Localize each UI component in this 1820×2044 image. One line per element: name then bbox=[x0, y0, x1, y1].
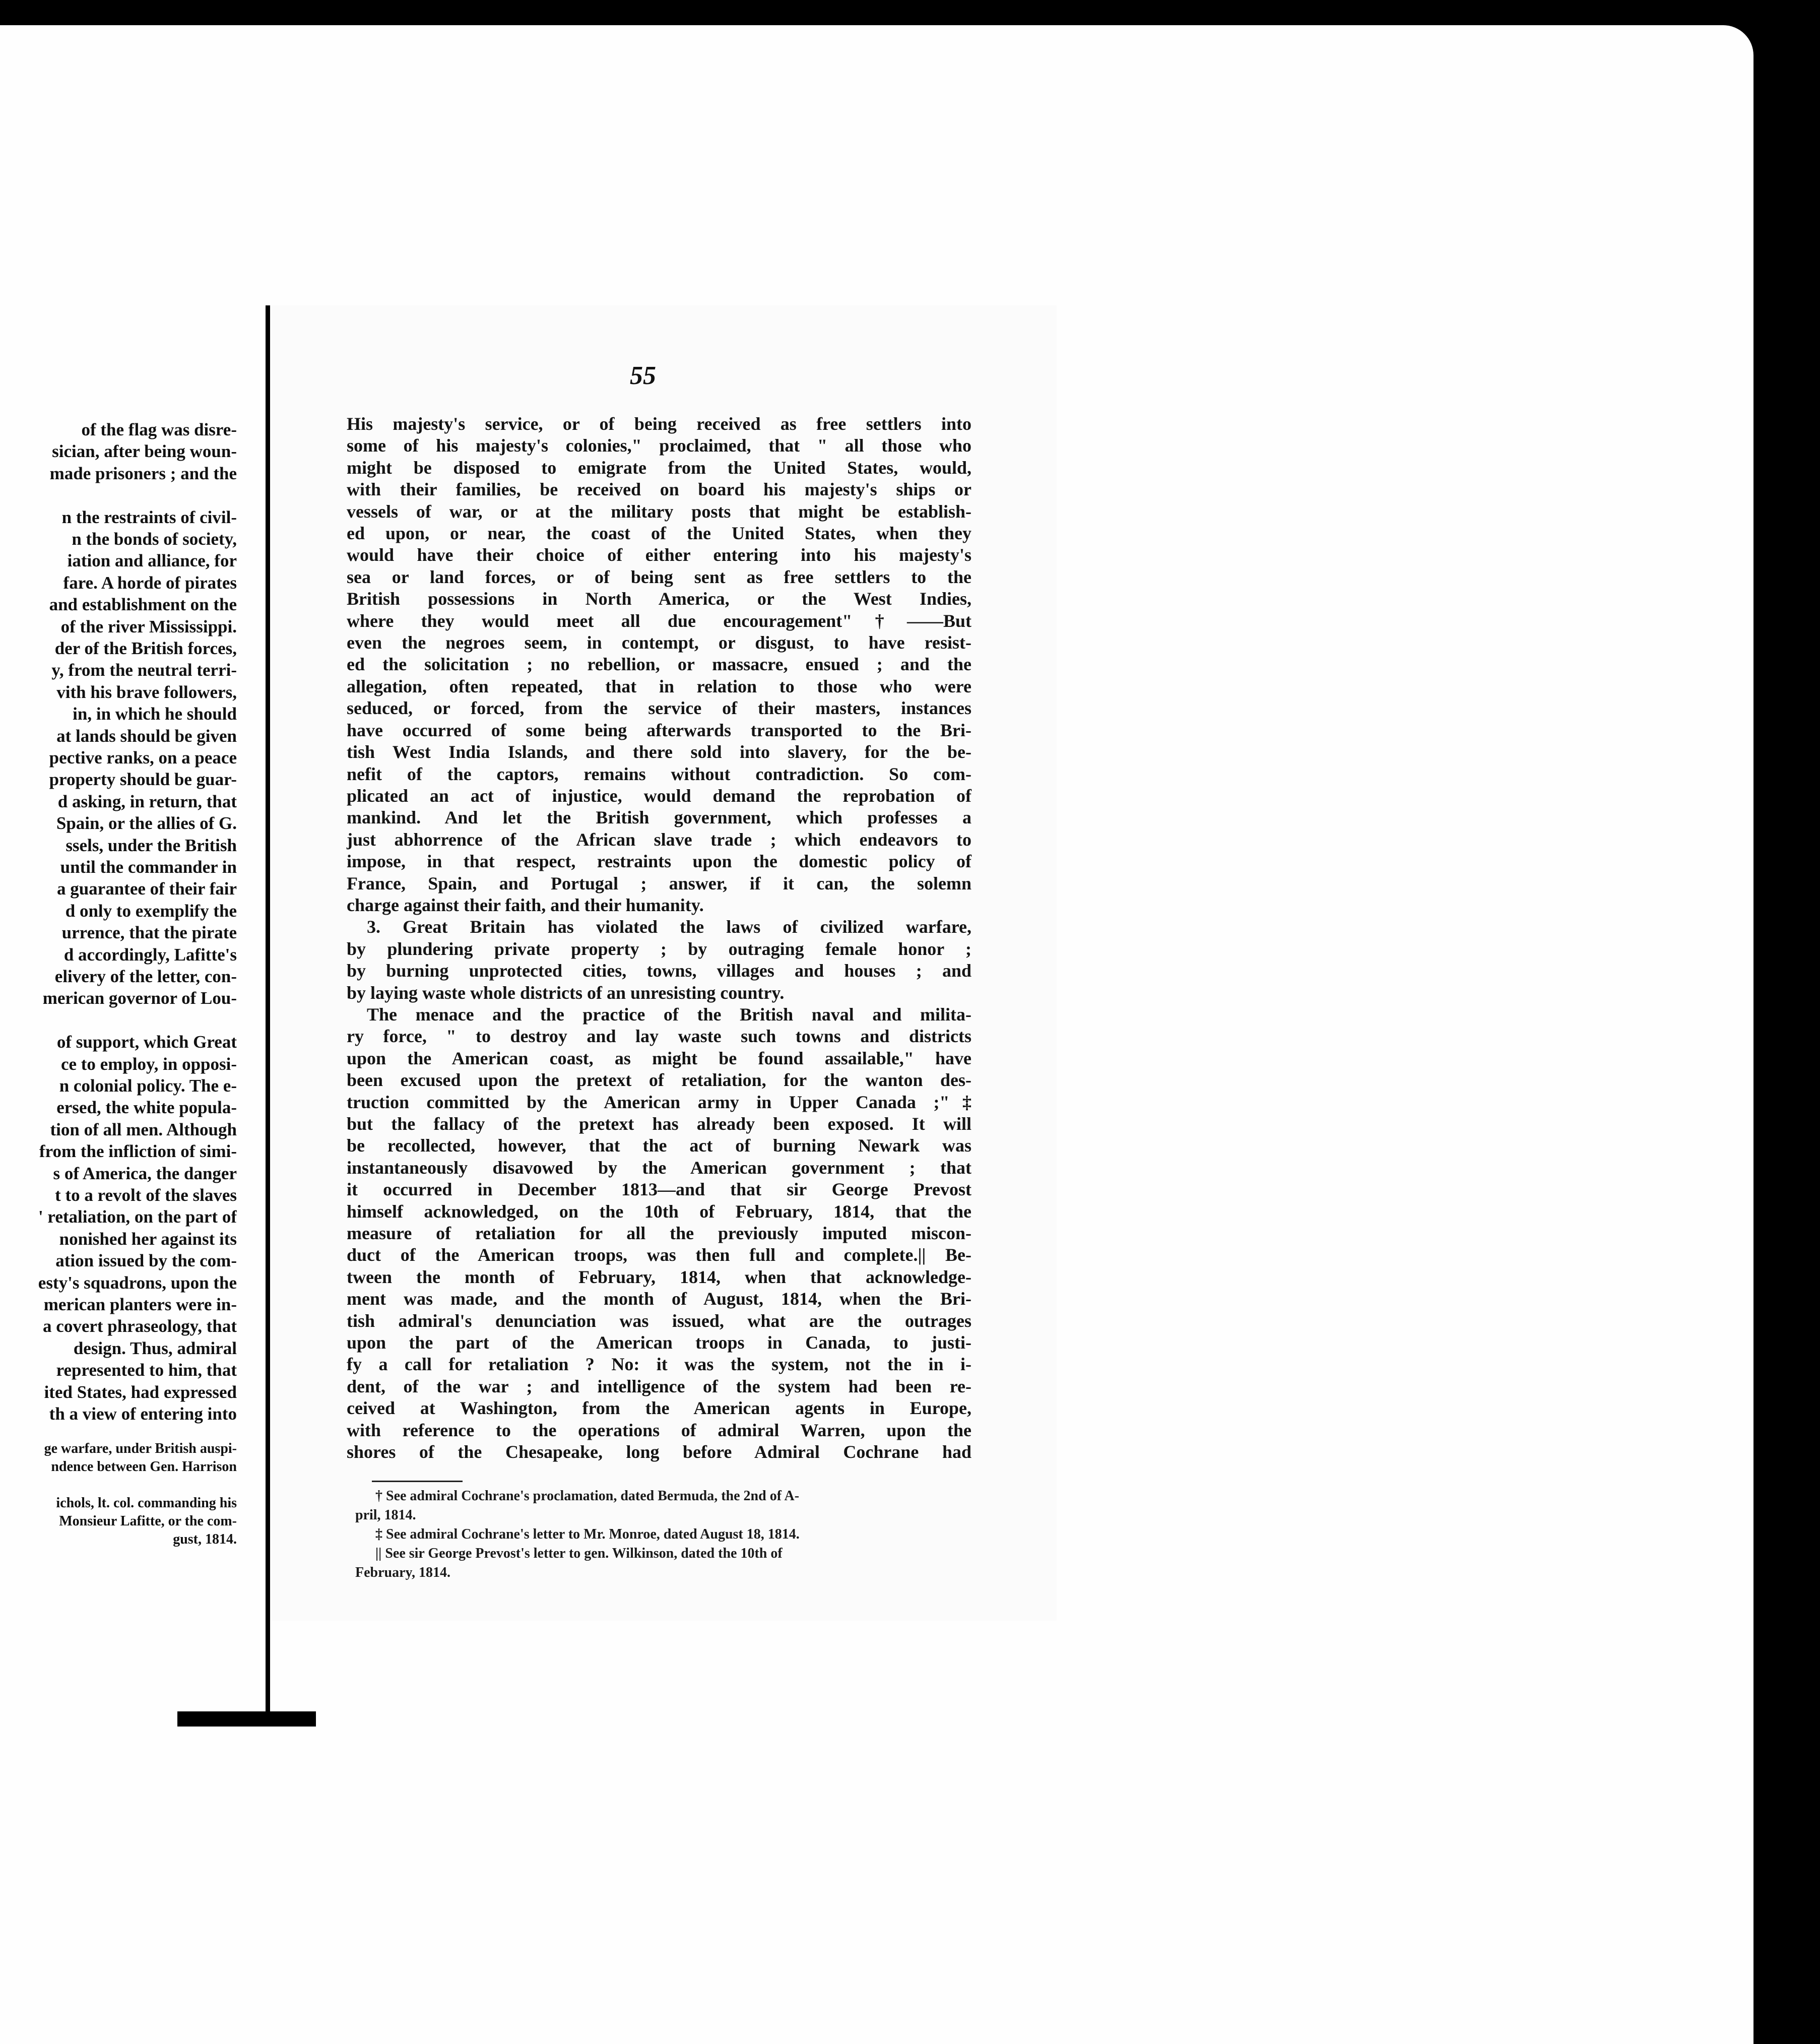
left-page-line: of the river Mississippi. bbox=[60, 616, 237, 636]
text-line: where they would meet all due encouragement"†——But bbox=[347, 610, 971, 631]
text-line: but the fallacy of the pretext has already been exposed. It will bbox=[347, 1114, 971, 1134]
text-line: by plundering private property ; by outraging female honor ; bbox=[347, 938, 971, 959]
text-line: impose, in that respect, restraints upon the domestic policy of bbox=[347, 851, 971, 872]
left-page-line: design. Thus, admiral bbox=[73, 1338, 237, 1358]
text-line: His majesty's service, or of being received as free settlers into bbox=[347, 414, 971, 434]
left-page-note: Monsieur Lafitte, or the com- bbox=[59, 1513, 237, 1529]
left-page-line: property should be guar- bbox=[49, 770, 237, 790]
left-page-line: elivery of the letter, con- bbox=[54, 967, 237, 986]
left-page-line: ation issued by the com- bbox=[55, 1251, 237, 1271]
left-page-line: n the bonds of society, bbox=[72, 529, 237, 549]
text-line: tish West India Islands, and there sold into slavery, for the be- bbox=[347, 742, 971, 762]
text-line: 3. Great Britain has violated the laws of civilized warfare, bbox=[367, 917, 971, 937]
text-line: ry force, " to destroy and lay waste such towns and districts bbox=[347, 1026, 971, 1047]
left-page-line: of support, which Great bbox=[56, 1032, 237, 1052]
footnote-rule bbox=[372, 1481, 463, 1482]
left-page-line: tion of all men. Although bbox=[50, 1119, 237, 1139]
left-page-line: of the flag was disre- bbox=[81, 421, 237, 439]
left-page-line: der of the British forces, bbox=[54, 638, 237, 658]
text-line: truction committed by the American army in Upper Canada ;"‡ bbox=[347, 1092, 971, 1112]
left-page-line: iation and alliance, for bbox=[67, 551, 237, 571]
text-line: shores of the Chesapeake, long before Admiral Cochrane had bbox=[347, 1442, 971, 1462]
text-line: with their families, be received on board his majesty's ships or bbox=[347, 479, 971, 500]
left-page-line: urrence, that the pirate bbox=[61, 923, 237, 943]
text-line: himself acknowledged, on the 10th of February, 1814, that the bbox=[347, 1201, 971, 1222]
left-page-line: n colonial policy. The e- bbox=[59, 1076, 237, 1096]
text-line: upon the part of the American troops in Canada, to justi- bbox=[347, 1332, 971, 1353]
left-page-line: nonished her against its bbox=[59, 1229, 237, 1249]
text-line: instantaneously disavowed by the American government ; that bbox=[347, 1157, 971, 1178]
text-line: have occurred of some being afterwards transported to the Bri- bbox=[347, 720, 971, 740]
left-page-line: esty's squadrons, upon the bbox=[38, 1272, 237, 1293]
text-line: just abhorrence of the African slave trade ; which endeavors to bbox=[347, 829, 971, 850]
text-line: ceived at Washington, from the American agents in Europe, bbox=[347, 1398, 971, 1419]
left-page-line: at lands should be given bbox=[56, 726, 237, 746]
text-line: charge against their faith, and their humanity. bbox=[347, 895, 704, 915]
left-page-line: a covert phraseology, that bbox=[43, 1316, 237, 1336]
left-page-line: n the restraints of civil- bbox=[61, 507, 237, 527]
text-line: even the negroes seem, in contempt, or disgust, to have resist- bbox=[347, 632, 971, 653]
left-page-line: ssels, under the British bbox=[66, 835, 237, 855]
left-page-line: a guarantee of their fair bbox=[56, 879, 237, 899]
left-page-line: in, in which he should bbox=[73, 704, 237, 724]
left-page-line: made prisoners ; and the bbox=[49, 463, 237, 483]
text-line: it occurred in December 1813—and that sir George Prevost bbox=[347, 1179, 971, 1200]
left-page-line: ' retaliation, on the part of bbox=[38, 1207, 237, 1227]
text-line: ed the solicitation ; no rebellion, or massacre, ensued ; and the bbox=[347, 654, 971, 675]
left-page-note: ge warfare, under British auspi- bbox=[44, 1441, 237, 1457]
text-line: by laying waste whole districts of an unresisting country. bbox=[347, 982, 785, 1003]
text-line: allegation, often repeated, that in relation to those who were bbox=[347, 676, 971, 696]
gutter-foot-rule bbox=[177, 1711, 316, 1727]
text-line: British possessions in North America, or the West Indies, bbox=[347, 589, 971, 609]
left-page-line: y, from the neutral terri- bbox=[51, 660, 237, 680]
left-page-line: ersed, the white popula- bbox=[56, 1098, 237, 1118]
text-line: dent, of the war ; and intelligence of the system had been re- bbox=[347, 1376, 971, 1396]
left-page-fragment bbox=[0, 421, 237, 1580]
left-page-note: ndence between Gen. Harrison bbox=[51, 1459, 237, 1475]
main-text-column bbox=[347, 413, 971, 1463]
text-line: The menace and the practice of the British naval and milita- bbox=[367, 1004, 971, 1025]
text-line: by burning unprotected cities, towns, villages and houses ; and bbox=[347, 961, 971, 981]
text-line: been excused upon the pretext of retaliation, for the wanton des- bbox=[347, 1070, 971, 1091]
left-page-line: represented to him, that bbox=[56, 1360, 237, 1380]
text-line: ed upon, or near, the coast of the United States, when they bbox=[347, 523, 971, 544]
text-line: sea or land forces, or of being sent as free settlers to the bbox=[347, 566, 971, 587]
text-line: fy a call for retaliation ? No: it was the system, not the in i- bbox=[347, 1354, 971, 1375]
page-number: 55 bbox=[630, 361, 656, 390]
text-line: might be disposed to emigrate from the United States, would, bbox=[347, 457, 971, 478]
text-line: plicated an act of injustice, would demand the reprobation of bbox=[347, 785, 971, 806]
text-line: measure of retaliation for all the previously imputed miscon- bbox=[347, 1223, 971, 1244]
left-page-line: and establishment on the bbox=[49, 595, 237, 615]
text-line: ment was made, and the month of August, 1814, when the Bri- bbox=[347, 1289, 971, 1309]
left-page-line: until the commander in bbox=[60, 857, 237, 877]
text-line: tish admiral's denunciation was issued, what are the outrages bbox=[347, 1310, 971, 1331]
text-line: would have their choice of either entering into his majesty's bbox=[347, 545, 971, 565]
left-page-line: t to a revolt of the slaves bbox=[55, 1185, 237, 1205]
text-line: be recollected, however, that the act of burning Newark was bbox=[347, 1135, 971, 1156]
text-line: duct of the American troops, was then full and complete.|| Be- bbox=[347, 1245, 971, 1265]
left-page-line: vith his brave followers, bbox=[56, 682, 237, 702]
left-page-line: pective ranks, on a peace bbox=[49, 748, 237, 768]
left-page-line: sician, after being woun- bbox=[52, 441, 237, 462]
footnote-line: pril, 1814. bbox=[355, 1507, 416, 1523]
left-page-line: ce to employ, in opposi- bbox=[60, 1054, 237, 1074]
footnote-line: ‡ See admiral Cochrane's letter to Mr. Monroe, dated August 18, 1814. bbox=[375, 1526, 800, 1542]
text-line: tween the month of February, 1814, when that acknowledge- bbox=[347, 1266, 971, 1287]
text-line: France, Spain, and Portugal ; answer, if it can, the solemn bbox=[347, 873, 971, 893]
left-page-note: gust, 1814. bbox=[173, 1531, 237, 1548]
footnote-line: || See sir George Prevost's letter to gen. Wilkinson, dated the 10th of bbox=[375, 1546, 783, 1561]
left-page-line: fare. A horde of pirates bbox=[63, 572, 237, 593]
gutter-rule bbox=[266, 305, 270, 1721]
text-line: vessels of war, or at the military posts that might be establish- bbox=[347, 501, 971, 522]
left-page-line: d asking, in return, that bbox=[57, 791, 237, 811]
footnote-line: February, 1814. bbox=[355, 1565, 450, 1580]
left-page-line: s of America, the danger bbox=[53, 1163, 237, 1183]
left-page-note: ichols, lt. col. commanding his bbox=[56, 1495, 237, 1511]
left-page-line: ited States, had expressed bbox=[44, 1382, 237, 1402]
text-line: some of his majesty's colonies," proclaimed, that " all those who bbox=[347, 435, 971, 456]
left-page-line: merican governor of Lou- bbox=[42, 988, 237, 1008]
footnotes bbox=[355, 1487, 980, 1582]
text-line: seduced, or forced, from the service of their masters, instances bbox=[347, 698, 971, 719]
text-line: upon the American coast, as might be found assailable," have bbox=[347, 1048, 971, 1068]
footnote-line: † See admiral Cochrane's proclamation, dated Bermuda, the 2nd of A- bbox=[375, 1488, 800, 1504]
left-page-line: th a view of entering into bbox=[49, 1404, 237, 1424]
text-line: with reference to the operations of admiral Warren, upon the bbox=[347, 1420, 971, 1440]
left-page-line: from the infliction of simi- bbox=[39, 1141, 237, 1162]
text-line: nefit of the captors, remains without contradiction. So com- bbox=[347, 763, 971, 784]
left-page-line: d only to exemplify the bbox=[65, 901, 237, 921]
left-page-line: merican planters were in- bbox=[43, 1295, 237, 1314]
left-page-line: d accordingly, Lafitte's bbox=[63, 944, 237, 965]
text-line: mankind. And let the British government, which professes a bbox=[347, 807, 971, 828]
left-page-line: Spain, or the allies of G. bbox=[56, 813, 237, 834]
